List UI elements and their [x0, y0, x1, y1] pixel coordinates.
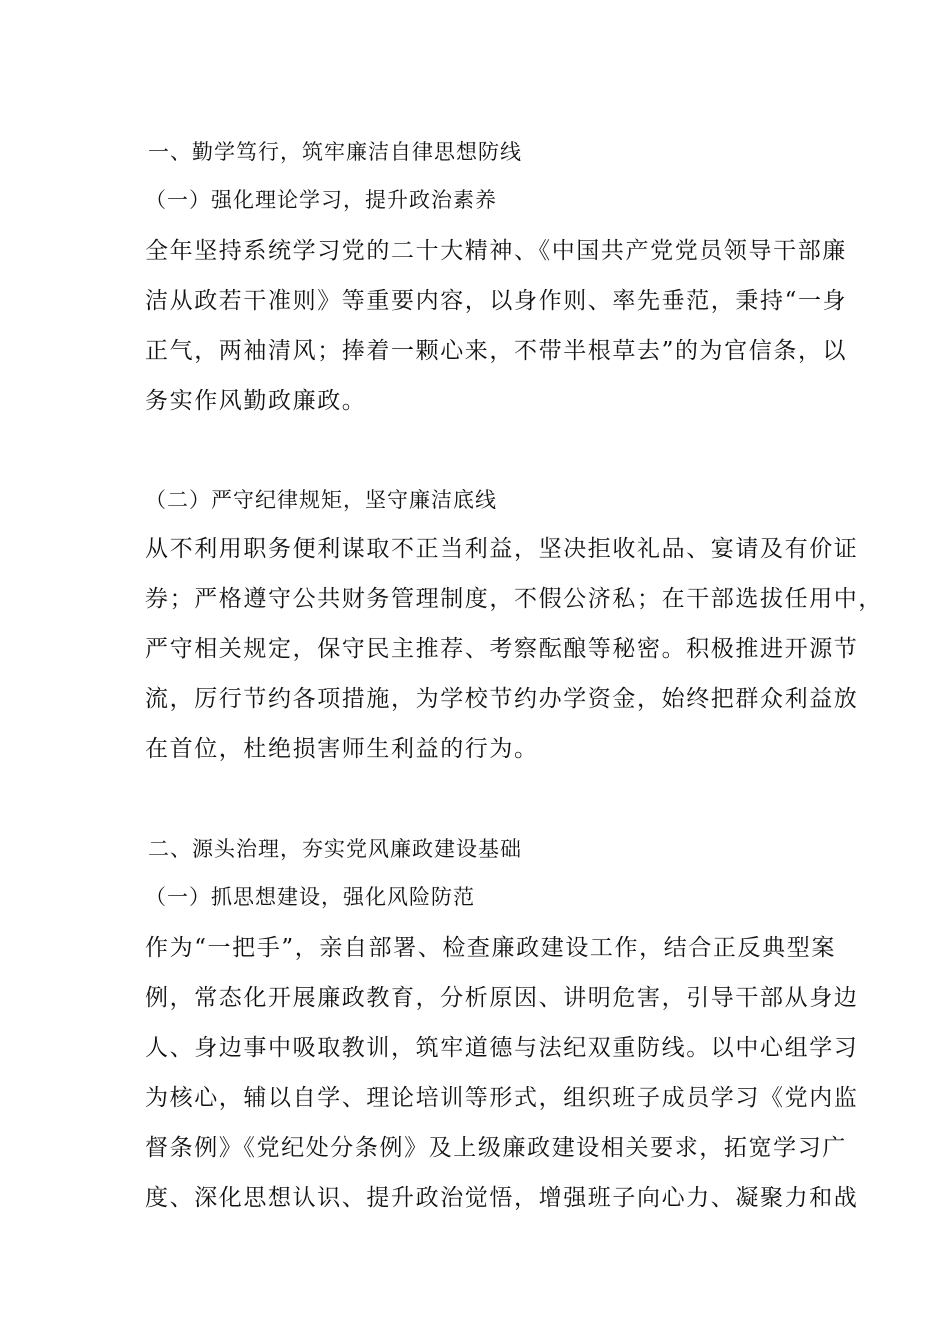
paragraph-line: 流，厉行节约各项措施，为学校节约办学资金，始终把群众利益放: [145, 686, 859, 712]
paragraph-line: 务实作风勤政廉政。: [145, 388, 367, 414]
paragraph-line: 人、身边事中吸取教训，筑牢道德与法纪双重防线。以中心组学习: [145, 1035, 859, 1061]
paragraph-line: 正气，两袖清风；捧着一颗心来，不带半根草去”的为官信条，以: [145, 338, 848, 364]
paragraph-line: 在首位，杜绝损害师生利益的行为。: [145, 736, 539, 762]
paragraph-line: 从不利用职务便利谋取不正当利益，坚决拒收礼品、宴请及有价证: [145, 536, 859, 562]
paragraph-line: 例，常态化开展廉政教育，分析原因、讲明危害，引导干部从身边: [145, 985, 859, 1011]
paragraph-line: 度、深化思想认识、提升政治觉悟，增强班子向心力、凝聚力和战: [145, 1185, 859, 1211]
paragraph-line: 券；严格遵守公共财务管理制度，不假公济私；在干部选拔任用中，: [145, 586, 883, 612]
section-1-heading: 一、勤学笃行，筑牢廉洁自律思想防线: [148, 140, 522, 164]
section-1-sub-1-title: （一）强化理论学习，提升政治素养: [145, 188, 497, 212]
paragraph-line: 洁从政若干准则》等重要内容，以身作则、率先垂范，秉持“一身: [145, 288, 848, 314]
paragraph-line: 严守相关规定，保守民主推荐、考察酝酿等秘密。积极推进开源节: [145, 636, 859, 662]
section-2-heading: 二、源头治理，夯实党风廉政建设基础: [148, 837, 522, 861]
paragraph-line: 全年坚持系统学习党的二十大精神、《中国共产党党员领导干部廉: [145, 238, 847, 264]
paragraph-line: 为核心，辅以自学、理论培训等形式，组织班子成员学习《党内监: [145, 1085, 859, 1111]
paragraph-line: 作为“一把手”，亲自部署、检查廉政建设工作，结合正反典型案: [145, 935, 836, 961]
paragraph-line: 督条例》《党纪处分条例》及上级廉政建设相关要求，拓宽学习广: [145, 1135, 847, 1161]
section-1-sub-2-title: （二）严守纪律规矩，坚守廉洁底线: [145, 488, 497, 512]
section-2-sub-1-title: （一）抓思想建设，强化风险防范: [145, 885, 475, 909]
